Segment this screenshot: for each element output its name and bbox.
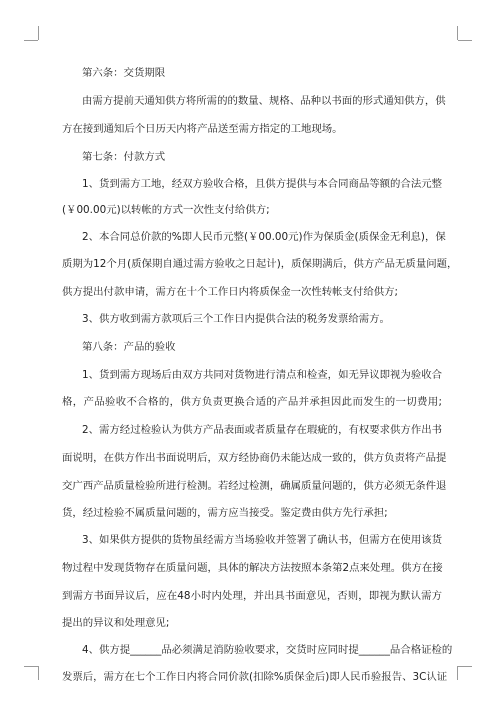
text-line: 1、货到需方工地，经双方验收合格，且供方提供与本合同商品等额的合法元整	[82, 178, 442, 190]
text-line: 由需方提前天通知供方将所需的的数量、规格、品种以书面的形式通知供方，供	[82, 95, 446, 107]
text-line: 方在接到通知后个日历天内将产品送至需方指定的工地现场。	[62, 123, 343, 135]
text-line: 质期为12个月(质保期自通过需方验收之日起计)，质保期满后，供方产品无质量问题，	[62, 258, 458, 270]
text-line: 发票后，需方在七个工作日内将合同价款(扣除%质保金后)即人民币验报告、3C认证	[62, 671, 448, 683]
text-line: 第八条：产品的验收	[82, 341, 176, 353]
text-line: 物过程中发现货物存在质量问题，具体的解决方法按照本条第2点来处理。供方在接	[62, 562, 443, 574]
text-line: 提出的异议和处理意见;	[62, 617, 170, 629]
text-line: 面说明，在供方作出书面说明后，双方经协商仍未能达成一致的，供方负责将产品提	[62, 452, 447, 464]
text-line: 货，经过检验不属质量问题的，需方应当接受。鉴定费由供方先行承担;	[62, 507, 388, 519]
text-line: 交广西产品质量检验所进行检测。若经过检测，确属质量问题的，供方必须无条件退	[62, 480, 447, 492]
text-line: 2、需方经过检验认为供方产品表面或者质量存在瑕疵的，有权要求供方作出书	[82, 424, 442, 436]
text-line: 到需方书面异议后，应在48小时内处理，并出具书面意见，否则，即视为默认需方	[62, 590, 442, 602]
text-line: 3、供方收到需方款项后三个工作日内提供合法的税务发票给需方。	[82, 313, 390, 325]
text-line: 第七条：付款方式	[82, 151, 166, 163]
text-line: 3、如果供方提供的货物虽经需方当场验收并签署了确认书，但需方在使用该货	[82, 534, 442, 546]
text-line: 格，产品验收不合格的，供方负责更换合适的产品并承担因此而发生的一切费用;	[62, 396, 442, 408]
text-line: 4、供方提______品必须满足消防验收要求，交货时应同时提______品合格证检的	[82, 644, 453, 656]
text-line: 2、本合同总价款的%即人民币元整(￥00.00元)作为保质金(质保金无利息)，保	[82, 231, 446, 243]
text-line: 1、货到需方现场后由双方共同对货物进行清点和检查，如无异议即视为验收合	[82, 369, 442, 381]
text-line: 第六条：交货期限	[82, 67, 166, 79]
text-line: (￥00.00元)以转帐的方式一次性支付给供方;	[62, 204, 270, 216]
text-line: 供方提出付款申请，需方在十个工作日内将质保金一次性转帐支付给供方;	[62, 286, 398, 298]
